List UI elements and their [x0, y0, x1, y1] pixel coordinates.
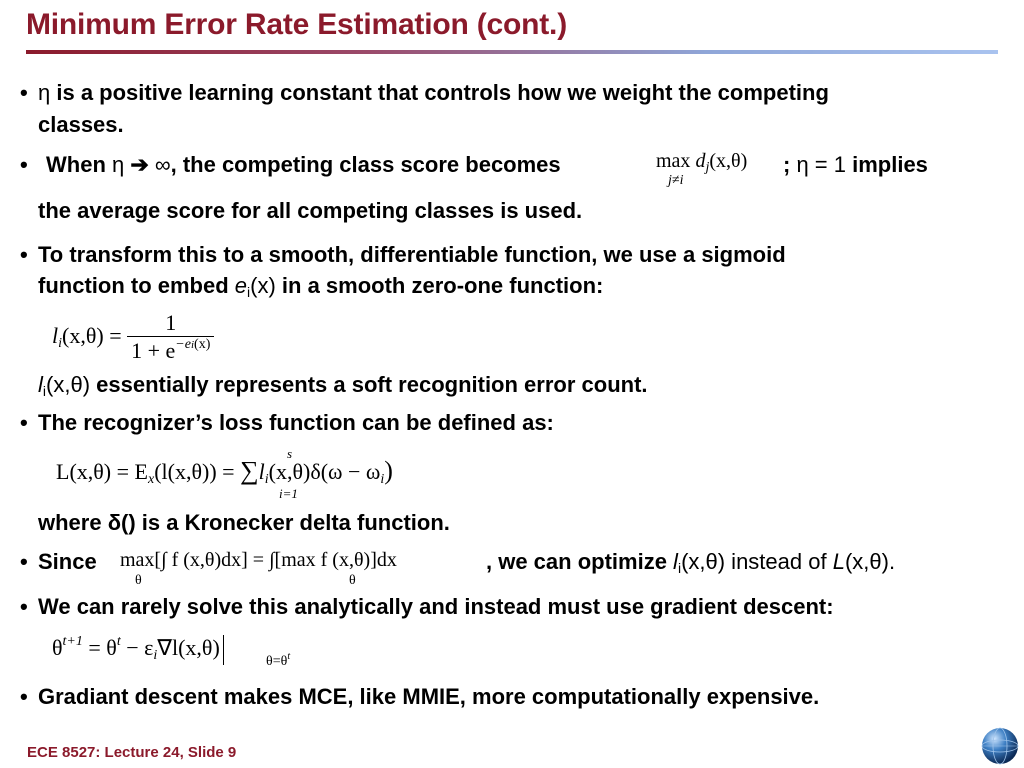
soft-error-line: [38, 372, 648, 399]
bullet-3-line-1: To transform this to a smooth, differentiable function, we use a sigmoid: [38, 242, 786, 267]
bullet-marker: •: [20, 410, 28, 435]
max-subscript-2: θ: [349, 573, 356, 588]
arrow-icon: ➔: [124, 152, 155, 177]
semicolon: ;: [783, 152, 797, 177]
delta-term: (x,θ)δ(ω − ω: [268, 459, 381, 484]
sum-upper-limit: s: [287, 446, 293, 461]
bullet-4-line-1: The recognizer’s loss function can be defined as:: [38, 410, 554, 435]
bullet-3-line-2: [38, 273, 603, 300]
loss-symbol: l: [52, 322, 59, 348]
bullet-marker: •: [20, 594, 28, 619]
sum-lower-limit: i=1: [279, 486, 298, 501]
equals-theta: = θ: [88, 635, 117, 660]
bullet-1-line-1: [38, 80, 829, 106]
implies-text: implies: [846, 152, 928, 177]
bullet-1-text: is a positive learning constant that controls how we weight the competing: [50, 80, 829, 105]
total-loss-args: (x,θ).: [844, 549, 896, 574]
bullet-2-line-2: the average score for all competing classes is used.: [38, 198, 583, 223]
bullet-1-line-2: classes.: [38, 112, 124, 137]
slide-title: Minimum Error Rate Estimation (cont.): [26, 8, 567, 41]
theta-superscript: t: [116, 634, 121, 649]
evaluation-bar: [223, 635, 226, 665]
loss-middle: (l(x,θ)) =: [154, 459, 235, 484]
instead-of-text: instead of: [725, 549, 833, 574]
theta-superscript-next: t+1: [62, 634, 83, 649]
max-subscript: j≠i: [668, 173, 684, 188]
max-operator: max: [656, 150, 691, 172]
bullet-2-when: When: [46, 152, 112, 177]
bullet-marker: •: [20, 242, 28, 267]
loss-equation: [56, 456, 393, 488]
loss-symbol: l: [38, 372, 43, 397]
eta-equals-one: η = 1: [796, 152, 846, 177]
epsilon-subscript: i: [153, 648, 158, 663]
exponent-subscript: i: [190, 339, 195, 351]
bullet-5-tail: [486, 549, 895, 576]
total-loss-symbol: L: [832, 549, 845, 574]
bullet-marker: •: [20, 80, 28, 105]
error-symbol: e: [234, 273, 248, 298]
exponent-args: (x): [194, 337, 211, 352]
loss-subscript: i: [677, 560, 682, 576]
closing-paren: ): [384, 456, 393, 485]
max-subscript-1: θ: [135, 573, 142, 588]
score-symbol: d: [695, 150, 706, 172]
bullet-2-text: , the competing class score becomes: [170, 152, 561, 177]
bullet-marker: •: [20, 549, 28, 574]
bullet-2-line-1: [46, 152, 561, 178]
loss-subscript: i: [42, 383, 47, 399]
bullet-5-since: Since: [38, 549, 97, 574]
evaluation-subscript: [266, 651, 290, 670]
error-args: (x): [250, 273, 276, 298]
denominator-base: 1 + e: [131, 338, 176, 363]
loss-symbol: l: [673, 549, 678, 574]
loss-args: (x,θ): [681, 549, 726, 574]
exponent: −e: [175, 337, 191, 352]
summation-symbol: ∑: [240, 456, 259, 485]
eta-symbol: η: [38, 80, 51, 105]
evaluation-point: θ=θ: [266, 654, 288, 669]
sigmoid-denominator: [127, 336, 214, 364]
minus-epsilon: − ε: [126, 635, 154, 660]
globe-logo-icon: [980, 726, 1020, 766]
omega-subscript: i: [380, 472, 385, 487]
expectation-subscript: x: [147, 472, 155, 487]
bullet-marker: •: [20, 152, 28, 177]
bullet-3-text-b: in a smooth zero-one function:: [275, 273, 604, 298]
evaluation-superscript: t: [287, 651, 291, 662]
bullet-marker: •: [20, 684, 28, 709]
loss-args: (x,θ): [46, 372, 91, 397]
loss-subscript: i: [58, 335, 63, 351]
sigmoid-lhs: [52, 323, 122, 352]
loss-subscript: i: [264, 472, 269, 487]
infinity-symbol: ∞: [154, 152, 171, 177]
sigmoid-equation: [52, 310, 214, 364]
soft-error-text: essentially represents a soft recognition error count.: [90, 372, 648, 397]
gradient-descent-equation: [52, 634, 226, 665]
loss-lhs: L(x,θ) = E: [56, 459, 148, 484]
bullet-6-line-1: We can rarely solve this analytically and instead must use gradient descent:: [38, 594, 834, 619]
kronecker-line: where δ() is a Kronecker delta function.: [38, 510, 450, 535]
title-underline: [26, 50, 998, 54]
sigmoid-fraction: [127, 310, 214, 364]
max-integral-formula: max[∫ f (x,θ)dx] = ∫[max f (x,θ)]dx: [120, 549, 397, 571]
error-subscript: i: [247, 284, 251, 300]
loss-symbol: l: [258, 459, 265, 484]
sigmoid-numerator: 1: [165, 310, 177, 335]
score-args: (x,θ): [709, 150, 748, 172]
score-subscript: j: [705, 160, 710, 175]
gradient-term: ∇l(x,θ): [157, 635, 220, 660]
bullet-7-line-1: Gradiant descent makes MCE, like MMIE, more computationally expensive.: [38, 684, 820, 709]
bullet-2-tail: [783, 152, 928, 178]
slide-footer: ECE 8527: Lecture 24, Slide 9: [27, 744, 237, 761]
optimize-text: , we can optimize: [486, 549, 674, 574]
theta-symbol: θ: [52, 635, 63, 660]
loss-args: (x,θ) =: [62, 322, 122, 348]
bullet-3-text-a: function to embed: [38, 273, 235, 298]
eta-symbol: η: [112, 152, 125, 177]
